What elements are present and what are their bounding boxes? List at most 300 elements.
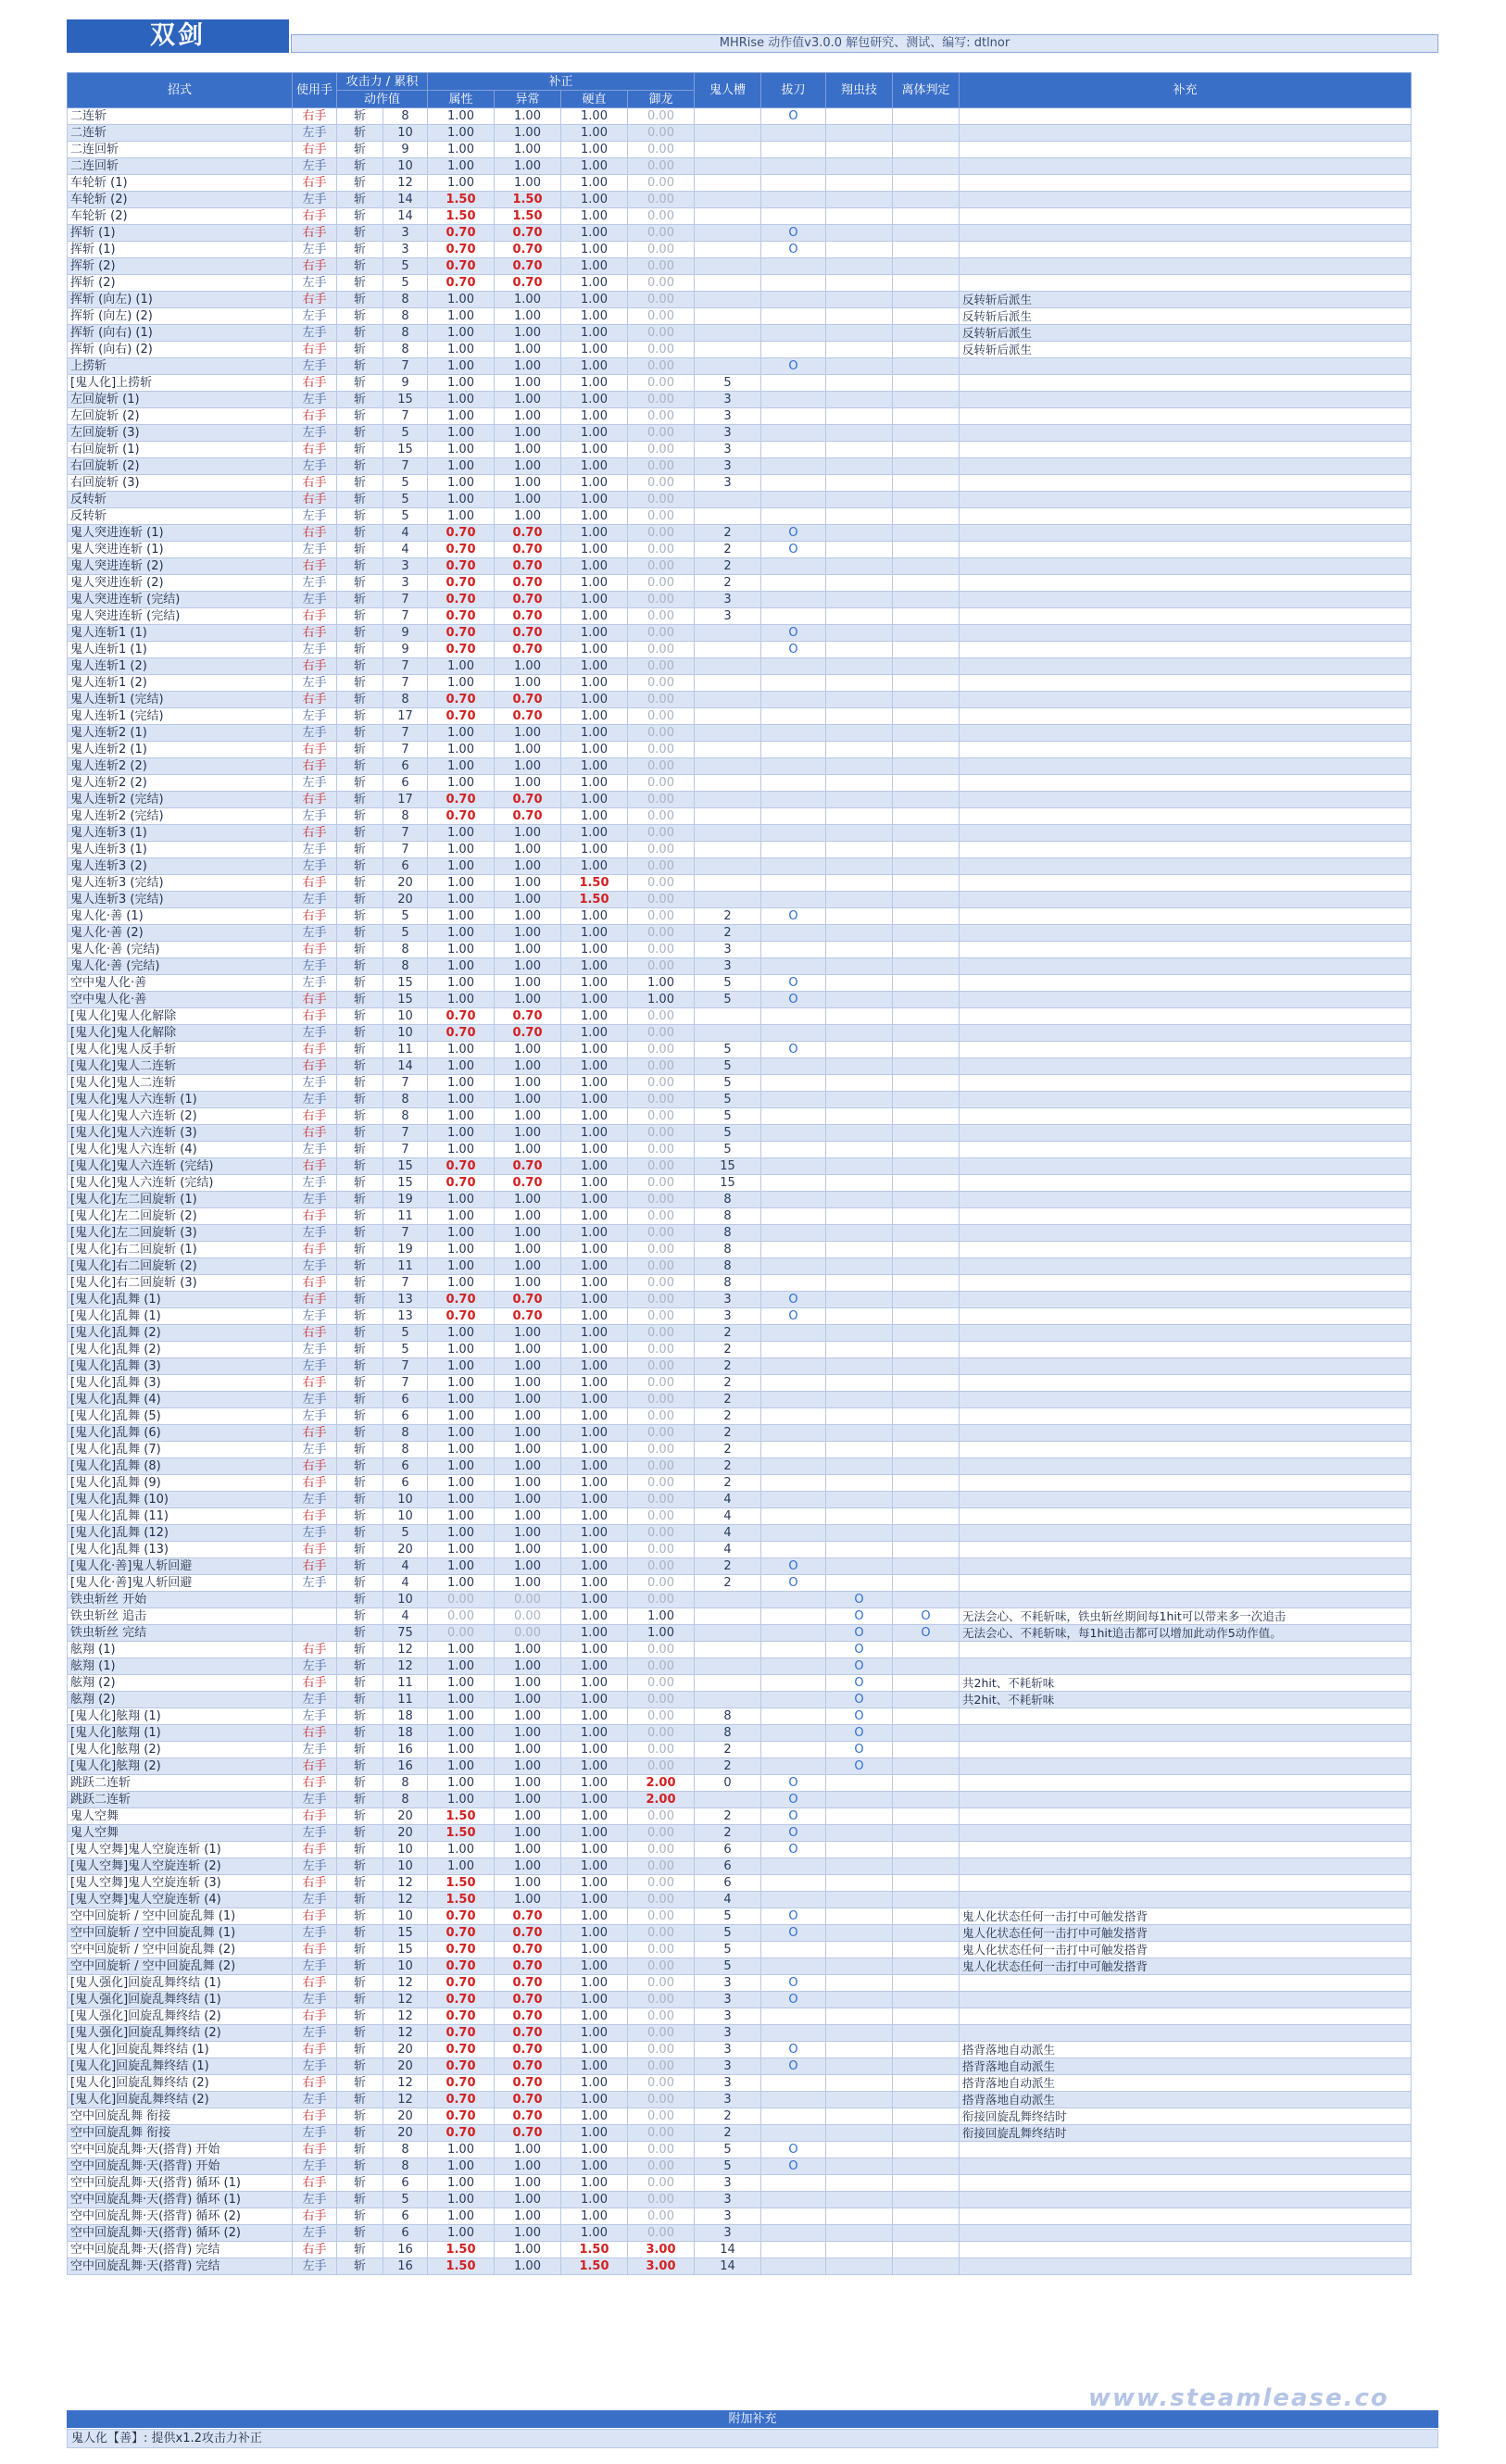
cell-sever (893, 958, 960, 975)
table-row (68, 225, 1412, 242)
cell-sever (893, 742, 960, 758)
cell-wirebug: O (826, 1708, 893, 1725)
cell-stun: 1.00 (561, 158, 628, 175)
cell-type: 斩 (337, 1908, 383, 1925)
cell-demon: 3 (695, 2075, 761, 2092)
cell-dragon: 0.00 (628, 1242, 695, 1258)
cell-stun: 1.00 (561, 458, 628, 475)
cell-stun: 1.00 (561, 642, 628, 658)
cell-demon: 3 (695, 458, 761, 475)
cell-mv: 20 (383, 1808, 428, 1825)
cell-dragon: 0.00 (628, 1642, 695, 1658)
table-row (68, 592, 1412, 608)
cell-wirebug (826, 525, 893, 542)
cell-elem: 1.00 (428, 142, 495, 158)
cell-elem: 1.00 (428, 2208, 495, 2225)
cell-sever (893, 458, 960, 475)
cell-mv: 20 (383, 1542, 428, 1558)
cell-hand: 右手 (293, 1375, 337, 1392)
cell-elem: 0.70 (428, 258, 495, 275)
cell-elem: 0.70 (428, 1975, 495, 1992)
cell-stun: 1.00 (561, 1458, 628, 1475)
cell-dragon: 0.00 (628, 408, 695, 425)
cell-stun: 1.00 (561, 175, 628, 192)
cell-draw (761, 692, 826, 708)
cell-sever (893, 492, 960, 508)
cell-status: 1.00 (495, 2175, 561, 2192)
cell-name: 右回旋斩 (3) (68, 475, 293, 492)
cell-type: 斩 (337, 908, 383, 925)
cell-note (960, 975, 1412, 992)
cell-type: 斩 (337, 2125, 383, 2142)
cell-status: 1.00 (495, 675, 561, 692)
cell-draw (761, 742, 826, 758)
cell-sever (893, 875, 960, 892)
cell-type: 斩 (337, 1242, 383, 1258)
cell-name: [鬼人化]舷翔 (1) (68, 1725, 293, 1742)
cell-demon (695, 792, 761, 808)
cell-status: 1.00 (495, 1225, 561, 1242)
table-row (68, 808, 1412, 825)
cell-stun: 1.00 (561, 1742, 628, 1758)
cell-wirebug (826, 542, 893, 558)
cell-elem: 0.70 (428, 608, 495, 625)
cell-hand: 左手 (293, 708, 337, 725)
cell-demon (695, 175, 761, 192)
cell-hand: 右手 (293, 1942, 337, 1958)
cell-sever (893, 1775, 960, 1792)
cell-elem: 1.00 (428, 1358, 495, 1375)
cell-hand: 左手 (293, 392, 337, 408)
cell-demon (695, 692, 761, 708)
cell-hand: 右手 (293, 1125, 337, 1142)
cell-sever (893, 1392, 960, 1408)
cell-dragon: 0.00 (628, 1758, 695, 1775)
cell-elem: 1.00 (428, 1075, 495, 1092)
table-row (68, 142, 1412, 158)
cell-elem: 1.00 (428, 492, 495, 508)
cell-mv: 12 (383, 1992, 428, 2008)
cell-wirebug (826, 808, 893, 825)
cell-note (960, 675, 1412, 692)
cell-stun: 1.00 (561, 1225, 628, 1242)
cell-type: 斩 (337, 2092, 383, 2108)
cell-dragon: 0.00 (628, 758, 695, 775)
cell-dragon: 0.00 (628, 1975, 695, 1992)
table-row (68, 558, 1412, 575)
cell-mv: 16 (383, 1742, 428, 1758)
cell-dragon: 0.00 (628, 1475, 695, 1492)
cell-draw (761, 1058, 826, 1075)
cell-sever (893, 2208, 960, 2225)
cell-name: [鬼人化]回旋乱舞终结 (1) (68, 2058, 293, 2075)
cell-demon: 8 (695, 1242, 761, 1258)
cell-demon: 2 (695, 1408, 761, 1425)
cell-stun: 1.00 (561, 1092, 628, 1108)
cell-name: 鬼人突进连斩 (完结) (68, 608, 293, 625)
cell-status: 1.00 (495, 892, 561, 908)
cell-note (960, 642, 1412, 658)
cell-note (960, 942, 1412, 958)
cell-status: 1.50 (495, 208, 561, 225)
table-row (68, 475, 1412, 492)
cell-hand: 右手 (293, 558, 337, 575)
cell-hand: 左手 (293, 808, 337, 825)
cell-demon: 2 (695, 2108, 761, 2125)
cell-draw (761, 458, 826, 475)
cell-elem: 0.70 (428, 2108, 495, 2125)
cell-mv: 15 (383, 1925, 428, 1942)
cell-demon: 5 (695, 2158, 761, 2175)
cell-name: [鬼人化]乱舞 (2) (68, 1342, 293, 1358)
cell-type: 斩 (337, 1675, 383, 1692)
cell-stun: 1.00 (561, 1642, 628, 1658)
cell-type: 斩 (337, 1342, 383, 1358)
cell-sever (893, 2258, 960, 2275)
cell-mv: 12 (383, 2075, 428, 2092)
cell-draw (761, 1892, 826, 1908)
cell-status: 1.00 (495, 975, 561, 992)
cell-status: 0.70 (495, 608, 561, 625)
cell-note (960, 825, 1412, 842)
cell-note (960, 658, 1412, 675)
cell-dragon: 0.00 (628, 875, 695, 892)
cell-name: [鬼人化]乱舞 (4) (68, 1392, 293, 1408)
cell-elem: 1.50 (428, 2242, 495, 2258)
cell-note (960, 958, 1412, 975)
cell-status: 1.00 (495, 458, 561, 475)
cell-stun: 1.00 (561, 542, 628, 558)
cell-hand: 右手 (293, 1108, 337, 1125)
cell-mv: 5 (383, 508, 428, 525)
cell-sever (893, 725, 960, 742)
cell-stun: 1.00 (561, 675, 628, 692)
cell-draw (761, 1608, 826, 1625)
cell-mv: 7 (383, 608, 428, 625)
cell-sever (893, 858, 960, 875)
cell-draw (761, 658, 826, 675)
cell-dragon: 0.00 (628, 2225, 695, 2242)
cell-stun: 1.00 (561, 1058, 628, 1075)
cell-note (960, 2142, 1412, 2158)
cell-status: 0.70 (495, 1292, 561, 1308)
cell-draw (761, 258, 826, 275)
cell-draw: O (761, 542, 826, 558)
cell-note (960, 625, 1412, 642)
cell-elem: 1.00 (428, 992, 495, 1008)
cell-hand: 左手 (293, 458, 337, 475)
cell-draw: O (761, 1908, 826, 1925)
cell-elem: 1.00 (428, 125, 495, 142)
table-row (68, 1792, 1412, 1808)
cell-name: 空中回旋斩 / 空中回旋乱舞 (2) (68, 1958, 293, 1975)
cell-draw (761, 1108, 826, 1125)
cell-hand: 左手 (293, 1392, 337, 1408)
cell-wirebug (826, 108, 893, 125)
cell-sever (893, 2142, 960, 2158)
cell-elem: 1.00 (428, 425, 495, 442)
cell-status: 0.70 (495, 225, 561, 242)
cell-draw (761, 2242, 826, 2258)
cell-demon (695, 308, 761, 325)
cell-note (960, 775, 1412, 792)
cell-name: [鬼人化]乱舞 (5) (68, 1408, 293, 1425)
cell-draw (761, 2258, 826, 2275)
cell-hand: 左手 (293, 1142, 337, 1158)
cell-sever (893, 1075, 960, 1092)
cell-wirebug (826, 1575, 893, 1592)
cell-hand: 右手 (293, 2042, 337, 2058)
cell-wirebug (826, 992, 893, 1008)
cell-sever (893, 1958, 960, 1975)
cell-wirebug (826, 392, 893, 408)
cell-name: 舷翔 (2) (68, 1675, 293, 1692)
cell-status: 1.00 (495, 1342, 561, 1358)
table-row (68, 442, 1412, 458)
header-hand: 使用手 (293, 73, 337, 108)
cell-hand: 左手 (293, 1492, 337, 1508)
cell-hand: 右手 (293, 1975, 337, 1992)
cell-wirebug (826, 1058, 893, 1075)
cell-wirebug (826, 2225, 893, 2242)
cell-note (960, 525, 1412, 542)
cell-status: 0.00 (495, 1625, 561, 1642)
cell-wirebug: O (826, 1675, 893, 1692)
cell-note (960, 1008, 1412, 1025)
cell-name: 鬼人连斩1 (完结) (68, 692, 293, 708)
cell-draw (761, 142, 826, 158)
cell-stun: 1.00 (561, 2058, 628, 2075)
cell-name: [鬼人化]乱舞 (1) (68, 1292, 293, 1308)
table-row (68, 1292, 1412, 1308)
cell-dragon: 0.00 (628, 125, 695, 142)
cell-type: 斩 (337, 442, 383, 458)
cell-demon: 3 (695, 2175, 761, 2192)
cell-note (960, 1525, 1412, 1542)
cell-sever (893, 1192, 960, 1208)
cell-sever (893, 292, 960, 308)
header-stun: 硬直 (561, 91, 628, 108)
cell-demon (695, 1675, 761, 1692)
table-row (68, 1192, 1412, 1208)
cell-dragon: 0.00 (628, 1075, 695, 1092)
cell-wirebug (826, 1325, 893, 1342)
cell-demon: 14 (695, 2258, 761, 2275)
cell-sever (893, 425, 960, 442)
cell-stun: 1.00 (561, 758, 628, 775)
cell-note (960, 275, 1412, 292)
cell-name: [鬼人化]鬼人六连斩 (完结) (68, 1158, 293, 1175)
cell-mv: 10 (383, 1008, 428, 1025)
cell-elem: 1.00 (428, 1492, 495, 1508)
cell-sever (893, 1858, 960, 1875)
cell-name: 舷翔 (2) (68, 1692, 293, 1708)
cell-mv: 7 (383, 675, 428, 692)
cell-elem: 1.50 (428, 1825, 495, 1842)
motion-value-table (67, 72, 1412, 2275)
cell-mv: 7 (383, 1075, 428, 1092)
cell-mv: 4 (383, 1558, 428, 1575)
cell-mv: 75 (383, 1625, 428, 1642)
cell-stun: 1.00 (561, 1575, 628, 1592)
cell-hand: 右手 (293, 1475, 337, 1492)
cell-wirebug (826, 2092, 893, 2108)
cell-note (960, 158, 1412, 175)
cell-draw (761, 125, 826, 142)
cell-type: 斩 (337, 1208, 383, 1225)
cell-sever (893, 1092, 960, 1108)
cell-note (960, 1325, 1412, 1342)
cell-stun: 1.00 (561, 1392, 628, 1408)
cell-draw (761, 408, 826, 425)
cell-status: 1.00 (495, 1875, 561, 1892)
header-notes: 补充 (960, 73, 1412, 108)
cell-name: [鬼人化]回旋乱舞终结 (2) (68, 2075, 293, 2092)
cell-elem: 1.00 (428, 442, 495, 458)
cell-type: 斩 (337, 1992, 383, 2008)
cell-hand: 左手 (293, 1525, 337, 1542)
cell-demon: 5 (695, 1125, 761, 1142)
cell-mv: 6 (383, 1475, 428, 1492)
cell-demon: 5 (695, 1042, 761, 1058)
cell-sever (893, 175, 960, 192)
cell-status: 0.70 (495, 625, 561, 642)
cell-elem: 1.00 (428, 375, 495, 392)
cell-sever (893, 1042, 960, 1058)
cell-type: 斩 (337, 192, 383, 208)
cell-type: 斩 (337, 2108, 383, 2125)
cell-elem: 1.00 (428, 1575, 495, 1592)
cell-stun: 1.00 (561, 1975, 628, 1992)
table-row (68, 342, 1412, 358)
cell-sever (893, 1342, 960, 1358)
cell-status: 1.00 (495, 1125, 561, 1142)
cell-type: 斩 (337, 2075, 383, 2092)
cell-status: 1.00 (495, 342, 561, 358)
cell-status: 1.00 (495, 1142, 561, 1158)
cell-dragon: 0.00 (628, 1175, 695, 1192)
cell-sever (893, 942, 960, 958)
cell-draw (761, 442, 826, 458)
cell-type: 斩 (337, 642, 383, 658)
cell-mv: 7 (383, 358, 428, 375)
cell-dragon: 0.00 (628, 1325, 695, 1342)
cell-name: 二连回斩 (68, 158, 293, 175)
cell-elem: 0.70 (428, 575, 495, 592)
cell-sever (893, 775, 960, 792)
cell-mv: 8 (383, 1092, 428, 1108)
cell-sever (893, 1158, 960, 1175)
cell-elem: 0.70 (428, 525, 495, 542)
cell-stun: 1.00 (561, 558, 628, 575)
cell-name: [鬼人化]鬼人六连斩 (2) (68, 1108, 293, 1125)
table-row (68, 1258, 1412, 1275)
cell-sever (893, 1692, 960, 1708)
cell-mv: 5 (383, 275, 428, 292)
cell-note (960, 1475, 1412, 1492)
cell-note (960, 692, 1412, 708)
footer-note: 鬼人化【善】: 提供x1.2攻击力补正 (67, 2429, 1438, 2448)
cell-stun: 1.00 (561, 1792, 628, 1808)
cell-wirebug (826, 892, 893, 908)
cell-draw: O (761, 975, 826, 992)
cell-stun: 1.00 (561, 992, 628, 1008)
cell-wirebug: O (826, 1658, 893, 1675)
cell-stun: 1.00 (561, 258, 628, 275)
cell-draw (761, 1275, 826, 1292)
cell-wirebug (826, 308, 893, 325)
cell-hand: 右手 (293, 992, 337, 1008)
cell-type: 斩 (337, 1392, 383, 1408)
cell-note: 反转斩后派生 (960, 292, 1412, 308)
cell-note (960, 1658, 1412, 1675)
cell-draw (761, 708, 826, 725)
cell-elem: 0.70 (428, 558, 495, 575)
cell-elem: 0.70 (428, 2042, 495, 2058)
cell-note: 搭背落地自动派生 (960, 2042, 1412, 2058)
cell-wirebug (826, 1092, 893, 1108)
cell-name: [鬼人化]鬼人二连斩 (68, 1075, 293, 1092)
cell-demon: 2 (695, 1392, 761, 1408)
cell-hand: 右手 (293, 742, 337, 758)
cell-stun: 1.00 (561, 1908, 628, 1925)
cell-draw (761, 1725, 826, 1742)
cell-draw (761, 1425, 826, 1442)
cell-hand: 右手 (293, 1808, 337, 1825)
cell-name: 舷翔 (1) (68, 1658, 293, 1675)
cell-hand: 左手 (293, 2258, 337, 2275)
cell-name: 鬼人突进连斩 (1) (68, 542, 293, 558)
cell-name: 反转斩 (68, 492, 293, 508)
cell-type: 斩 (337, 1692, 383, 1708)
table-row (68, 1908, 1412, 1925)
cell-elem: 1.00 (428, 2142, 495, 2158)
cell-note (960, 1025, 1412, 1042)
cell-demon (695, 492, 761, 508)
cell-dragon: 1.00 (628, 992, 695, 1008)
cell-elem: 1.00 (428, 942, 495, 958)
cell-name: [鬼人强化]回旋乱舞终结 (2) (68, 2008, 293, 2025)
cell-type: 斩 (337, 725, 383, 742)
cell-wirebug: O (826, 1608, 893, 1625)
table-row (68, 2142, 1412, 2158)
cell-wirebug (826, 1375, 893, 1392)
cell-stun: 1.00 (561, 1275, 628, 1292)
cell-demon: 14 (695, 2242, 761, 2258)
cell-name: 空中回旋乱舞 衔接 (68, 2125, 293, 2142)
cell-dragon: 0.00 (628, 558, 695, 575)
cell-draw: O (761, 1925, 826, 1942)
cell-demon: 2 (695, 908, 761, 925)
cell-dragon: 0.00 (628, 2175, 695, 2192)
cell-mv: 8 (383, 808, 428, 825)
cell-mv: 10 (383, 1842, 428, 1858)
cell-mv: 7 (383, 1275, 428, 1292)
cell-type: 斩 (337, 2058, 383, 2075)
cell-status: 1.00 (495, 1792, 561, 1808)
cell-mv: 10 (383, 1025, 428, 1042)
header-wirebug: 翔虫技 (826, 73, 893, 108)
cell-wirebug (826, 2258, 893, 2275)
cell-type: 斩 (337, 775, 383, 792)
cell-wirebug (826, 575, 893, 592)
cell-draw (761, 2108, 826, 2125)
cell-sever (893, 1208, 960, 1225)
cell-wirebug: O (826, 1758, 893, 1775)
cell-hand: 右手 (293, 2008, 337, 2025)
cell-sever (893, 1525, 960, 1542)
cell-type: 斩 (337, 1092, 383, 1108)
